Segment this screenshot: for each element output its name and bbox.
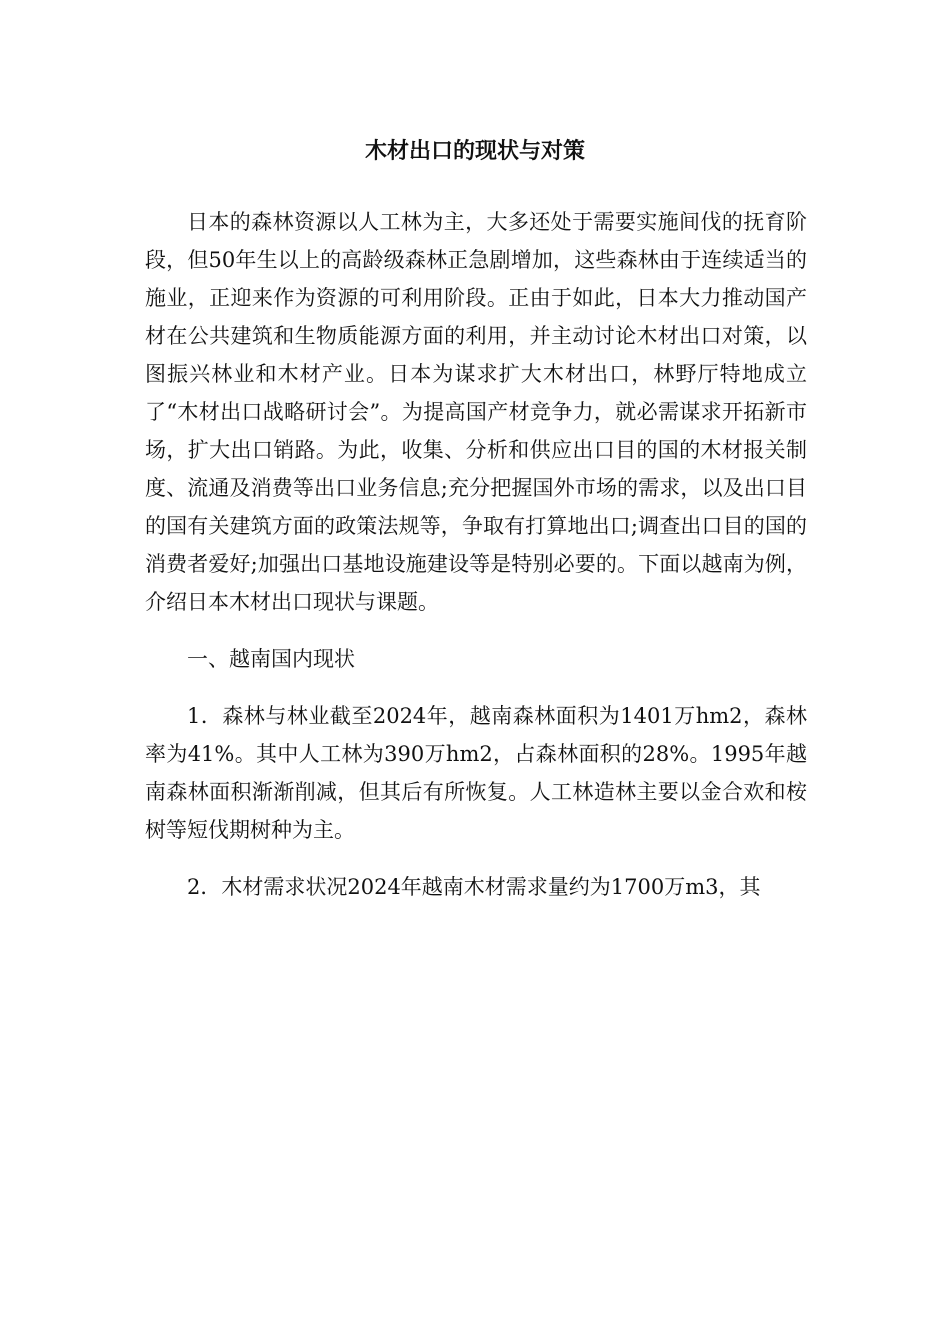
document-title: 木材出口的现状与对策 <box>364 139 585 164</box>
document-body <box>145 203 807 906</box>
forest-paragraph: 1．森林与林业截至2024年，越南森林面积为1401万hm2，森林率为41%。其中人工林为390万hm2，占森林面积的28%。1995年越南森林面积渐渐削减，但其后有所恢复。人工林造林主要以金合欢和桉树等短伐期树种为主。 <box>145 704 807 842</box>
timber-demand-paragraph: 2．木材需求状况2024年越南木材需求量约为1700万m3，其 <box>187 875 761 899</box>
intro-paragraph: 日本的森林资源以人工林为主，大多还处于需要实施间伐的抚育阶段，但50年生以上的高龄级森林正急剧增加，这些森林由于连续适当的施业，正迎来作为资源的可利用阶段。正由于如此，日本大力推动国产材在公共建筑和生物质能源方面的利用，并主动讨论木材出口对策，以图振兴林业和木材产业。日本为谋求扩大木材出口，林野厅特地成立了“木材出口战略研讨会”。为提高国产材竞争力，就必需谋求开拓新市场，扩大出口销路。为此，收集、分析和供应出口目的国的木材报关制度、流通及消费等出口业务信息;充分把握国外市场的需求，以及出口目的国有关建筑方面的政策法规等，争取有打算地出口;调查出口目的国的消费者爱好;加强出口基地设施建设等是特别必要的。下面以越南为例，介绍日本木材出口现状与课题。 <box>145 210 807 614</box>
section-heading: 一、越南国内现状 <box>187 647 355 671</box>
